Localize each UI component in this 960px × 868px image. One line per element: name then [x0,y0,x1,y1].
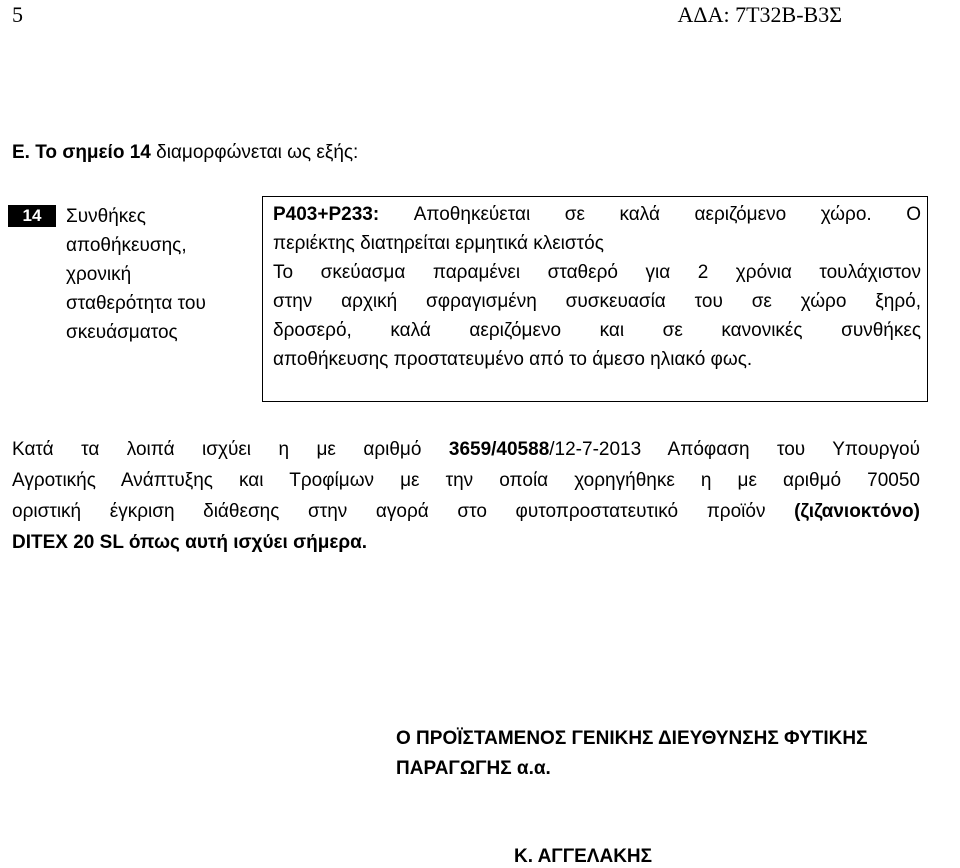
content-line [273,200,921,229]
section-heading-rest: διαμορφώνεται ως εξής: [150,142,359,163]
storage-conditions-box [262,196,928,402]
content-line: περιέκτης διατηρείται ερμητικά κλειστός [273,233,604,254]
section-letter: Ε. [12,142,30,163]
row-number-badge: 14 [8,205,56,227]
para-text: Κατά τα λοιπά ισχύει η με αριθμό [12,439,449,460]
field-label-line: σκευάσματος [66,322,178,343]
content-line: δροσερό, καλά αεριζόμενο και σε κανονικές συνθήκες [273,320,921,341]
product-name-line: DITEX 20 SL όπως αυτή ισχύει σήμερα. [12,532,368,553]
p-codes: P403+P233: [273,204,380,225]
field-label-line: Συνθήκες [66,206,146,227]
field-label-line: αποθήκευσης, [66,235,187,256]
para-text: /12-7-2013 Απόφαση του Υπουργού [549,439,920,460]
section-heading [12,142,358,164]
section-point: Το σημείο 14 [35,142,151,163]
signature-title-continued: ΠΑΡΑΓΩΓΗΣ α.α. [396,758,551,779]
paragraph-line [12,434,920,465]
content-line-rest: Αποθηκεύεται σε καλά αεριζόμενο χώρο. Ο [379,204,921,225]
field-label-line: χρονική [66,264,132,285]
content-line: στην αρχική σφραγισμένη συσκευασία του σε χώρο ξηρό, [273,291,921,312]
decision-number: 3659/40588 [448,439,550,460]
content-line: Το σκεύασμα παραμένει σταθερό για 2 χρόνια τουλάχιστον [273,262,921,283]
content-line: αποθήκευσης προστατευμένο από το άμεσο ηλιακό φως. [273,349,753,370]
field-label [66,202,256,347]
signatory-name: Κ. ΑΓΓΕΛΑΚΗΣ [514,846,653,867]
field-label-line: σταθερότητα του [66,293,206,314]
signature-title: Ο ΠΡΟΪΣΤΑΜΕΝΟΣ ΓΕΝΙΚΗΣ ΔΙΕΥΘΥΝΣΗΣ ΦΥΤΙΚΗΣ [396,728,868,749]
ada-code: ΑΔΑ: 7Τ32Β-Β3Σ [677,2,842,27]
paragraph-line: Αγροτικής Ανάπτυξης και Τροφίμων με την οποία χορηγήθηκε η με αριθμό 70050 [12,470,920,491]
para-text: οριστική έγκριση διάθεσης στην αγορά στο φυτοπροστατευτικό προϊόν [12,501,795,522]
page-number: 5 [12,2,23,27]
product-type: (ζιζανιοκτόνο) [794,501,920,522]
paragraph-line [12,496,920,527]
